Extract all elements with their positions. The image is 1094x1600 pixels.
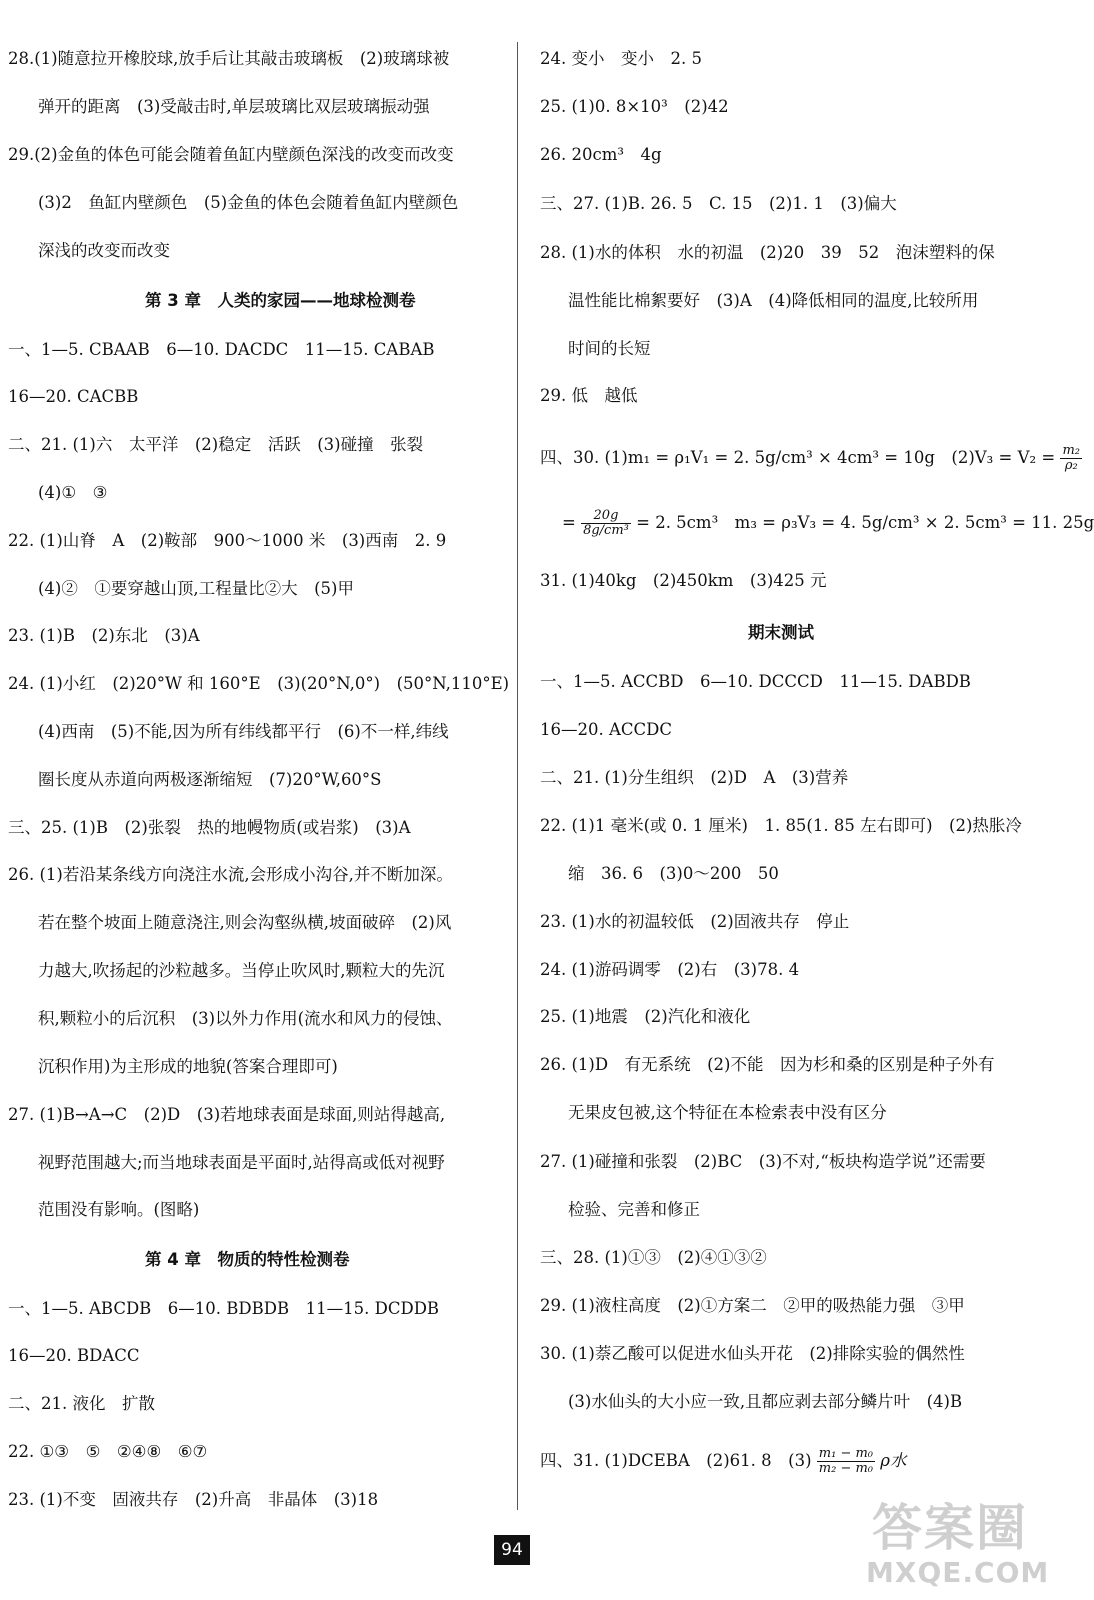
answer-line: 三、28. (1)①③ (2)④①③②: [540, 1248, 767, 1267]
fraction-denominator: ρ₂: [1064, 458, 1078, 473]
answer-line: 24. (1)小红 (2)20°W 和 160°E (3)(20°N,0°) (50°N,110°E): [8, 674, 510, 693]
fraction-numerator: m₁ − m₀: [818, 1446, 874, 1461]
answer-line: (3)2 鱼缸内壁颜色 (5)金鱼的体色会随着鱼缸内壁颜色: [38, 193, 459, 212]
answer-line: 24. (1)游码调零 (2)右 (3)78. 4: [540, 960, 800, 979]
answer-line: 积,颗粒小的后沉积 (3)以外力作用(流水和风力的侵蚀、: [38, 1009, 453, 1028]
answer-line: 16—20. BDACC: [8, 1346, 140, 1365]
watermark-logo: [862, 1478, 1052, 1596]
fraction-20g-over-density: [581, 509, 631, 538]
rho-water-symbol: ρ水: [880, 1451, 907, 1470]
answer-line: 温性能比棉絮要好 (3)A (4)降低相同的温度,比较所用: [568, 291, 979, 310]
answer-line: 检验、完善和修正: [568, 1200, 700, 1219]
answer-line: 深浅的改变而改变: [38, 241, 170, 260]
answer-line: (4)② ①要穿越山顶,工程量比②大 (5)甲: [38, 579, 354, 598]
answer-line: 缩 36. 6 (3)0～200 50: [568, 864, 779, 883]
answer-line: 16—20. CACBB: [8, 387, 139, 406]
answer-line: 一、1—5. ACCBD 6—10. DCCCD 11—15. DABDB: [540, 672, 971, 691]
answer-line: 28. (1)水的体积 水的初温 (2)20 39 52 泡沫塑料的保: [540, 243, 995, 262]
answer-line: 沉积作用)为主形成的地貌(答案合理即可): [38, 1057, 338, 1076]
answer-line: 一、1—5. CBAAB 6—10. DACDC 11—15. CABAB: [8, 340, 435, 359]
answer-line: 无果皮包被,这个特征在本检索表中没有区分: [568, 1103, 887, 1122]
answer-text: 四、30. (1)m₁ = ρ₁V₁ = 2. 5g/cm³ × 4cm³ = 10g (2)V₃ = V₂ =: [540, 448, 1056, 467]
answer-line-30-part1: [540, 444, 1082, 473]
answer-line: 22. (1)山脊 A (2)鞍部 900～1000 米 (3)西南 2. 9: [8, 531, 447, 550]
answer-line: 视野范围越大;而当地球表面是平面时,站得高或低对视野: [38, 1153, 445, 1172]
answer-line: 27. (1)B→A→C (2)D (3)若地球表面是球面,则站得越高,: [8, 1105, 446, 1124]
answer-line: 16—20. ACCDC: [540, 720, 672, 739]
answer-line: 31. (1)40kg (2)450km (3)425 元: [540, 571, 827, 590]
section-heading: 第 4 章 物质的特性检测卷: [145, 1250, 350, 1269]
answer-line: 30. (1)萘乙酸可以促进水仙头开花 (2)排除实验的偶然性: [540, 1344, 965, 1363]
answer-line: 29. (1)液柱高度 (2)①方案二 ②甲的吸热能力强 ③甲: [540, 1296, 965, 1315]
answer-line: 25. (1)0. 8×10³ (2)42: [540, 97, 729, 116]
answer-line: 三、27. (1)B. 26. 5 C. 15 (2)1. 1 (3)偏大: [540, 194, 897, 213]
answer-line: 26. (1)D 有无系统 (2)不能 因为杉和桑的区别是种子外有: [540, 1055, 995, 1074]
answer-line: 二、21. 液化 扩散: [8, 1394, 155, 1413]
answer-line: 26. 20cm³ 4g: [540, 145, 662, 164]
fraction-m2-over-rho2: [1060, 444, 1082, 473]
watermark-url: MXQE.COM: [866, 1556, 1050, 1589]
answer-line: 一、1—5. ABCDB 6—10. BDBDB 11—15. DCDDB: [8, 1299, 440, 1318]
answer-line: 23. (1)不变 固液共存 (2)升高 非晶体 (3)18: [8, 1490, 379, 1509]
answer-text: 四、31. (1)DCEBA (2)61. 8 (3): [540, 1451, 812, 1470]
watermark-text: 答案圈: [872, 1499, 1028, 1557]
equals-sign: =: [562, 513, 576, 532]
answer-line: 若在整个坡面上随意浇注,则会沟壑纵横,坡面破碎 (2)风: [38, 913, 452, 932]
fraction-mass-ratio: [817, 1447, 875, 1476]
column-divider: [517, 42, 518, 1510]
answer-line: 22. (1)1 毫米(或 0. 1 厘米) 1. 85(1. 85 左右即可) (2)热胀冷: [540, 816, 1022, 835]
answer-line: 二、21. (1)六 太平洋 (2)稳定 活跃 (3)碰撞 张裂: [8, 435, 424, 454]
answer-line: 23. (1)水的初温较低 (2)固液共存 停止: [540, 912, 850, 931]
answer-line: 弹开的距离 (3)受敲击时,单层玻璃比双层玻璃振动强: [38, 97, 430, 116]
answer-line: 29.(2)金鱼的体色可能会随着鱼缸内壁颜色深浅的改变而改变: [8, 145, 454, 164]
answer-line: (3)水仙头的大小应一致,且都应剥去部分鳞片叶 (4)B: [568, 1392, 963, 1411]
answer-line: 26. (1)若沿某条线方向浇注水流,会形成小沟谷,并不断加深。: [8, 865, 453, 884]
answer-line: 力越大,吹扬起的沙粒越多。当停止吹风时,颗粒大的先沉: [38, 961, 445, 980]
answer-line: 22. ①③ ⑤ ②④⑧ ⑥⑦: [8, 1442, 208, 1461]
answer-line: 27. (1)碰撞和张裂 (2)BC (3)不对,“板块构造学说”还需要: [540, 1152, 986, 1171]
fraction-denominator: 8g/cm³: [583, 523, 629, 538]
answer-line: 圈长度从赤道向两极逐渐缩短 (7)20°W,60°S: [38, 770, 382, 789]
fraction-denominator: m₂ − m₀: [818, 1461, 874, 1476]
answer-line-30-part2: [562, 509, 1094, 538]
page-number: 94: [494, 1535, 530, 1565]
answer-line-31: [540, 1447, 906, 1476]
section-heading: 第 3 章 人类的家园——地球检测卷: [145, 291, 416, 310]
answer-line: 三、25. (1)B (2)张裂 热的地幔物质(或岩浆) (3)A: [8, 818, 411, 837]
answer-line: (4)① ③: [38, 483, 108, 502]
fraction-numerator: m₂: [1062, 443, 1081, 458]
answer-line: 25. (1)地震 (2)汽化和液化: [540, 1007, 751, 1026]
fraction-numerator: 20g: [581, 509, 631, 524]
answer-line: 二、21. (1)分生组织 (2)D A (3)营养: [540, 768, 849, 787]
answer-text: = 2. 5cm³ m₃ = ρ₃V₃ = 4. 5g/cm³ × 2. 5cm³ = 11. 25g: [636, 513, 1094, 532]
answer-line: (4)西南 (5)不能,因为所有纬线都平行 (6)不一样,纬线: [38, 722, 449, 741]
answer-line: 24. 变小 变小 2. 5: [540, 49, 702, 68]
section-heading: 期末测试: [748, 623, 814, 642]
answer-line: 29. 低 越低: [540, 386, 638, 405]
answer-line: 范围没有影响。(图略): [38, 1200, 200, 1219]
answer-line: 28.(1)随意拉开橡胶球,放手后让其敲击玻璃板 (2)玻璃球被: [8, 49, 450, 68]
answer-line: 23. (1)B (2)东北 (3)A: [8, 626, 200, 645]
answer-line: 时间的长短: [568, 339, 651, 358]
